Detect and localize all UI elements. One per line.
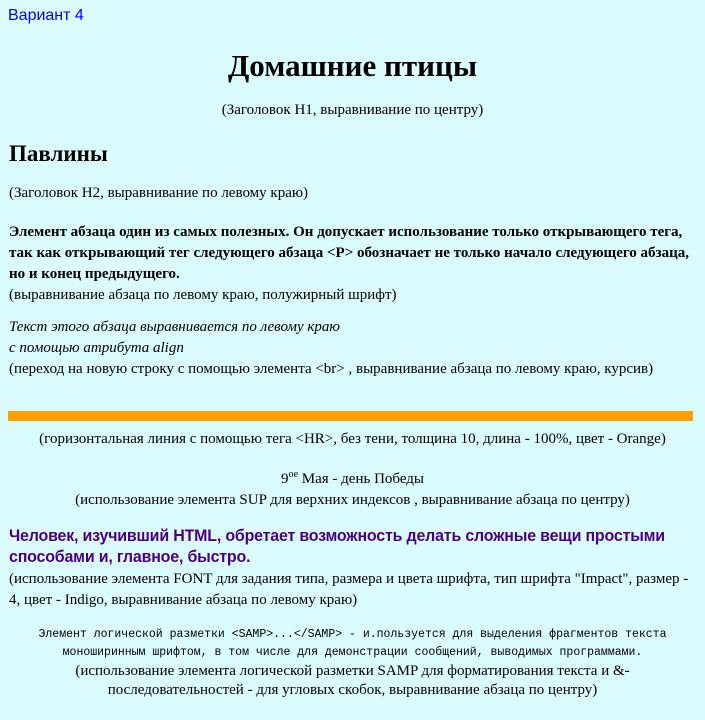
sup-paragraph-note: (использование элемента SUP для верхних индексов , выравнивание абзаца по центру) [75, 492, 630, 508]
bold-paragraph [9, 222, 699, 306]
h2-note: (Заголовок H2, выравнивание по левому краю) [9, 185, 309, 201]
samp-paragraph-note: (использование элемента логической разметки SAMP для форматирования текста и &-последовательностей - для угловых скобок, выравнивание абзаца по центру) [75, 663, 630, 698]
sup-paragraph-number: 9 [280, 471, 289, 487]
sup-paragraph-superscript: ое [288, 469, 299, 480]
bold-paragraph-text: Элемент абзаца один из самых полезных. Он допускает использование только открывающего тега, так как открывающий тег следующего абзаца <P> обозначает не только начало следующего абзаца, но и конец предыдущего. [9, 224, 689, 282]
italic-paragraph-line1: Текст этого абзаца выравнивается по левому краю [9, 319, 340, 335]
samp-paragraph-text: Элемент логической разметки <SAMP>...</SAMP> - и.пользуется для выделения фрагментов текста моноширинным шрифтом, в том числе для демонстрации сообщений, выводимых программами. [38, 628, 667, 659]
variant-label: Вариант 4 [8, 7, 84, 24]
italic-paragraph-line2: с помощью атрибута align [9, 340, 184, 356]
section-title: Павлины [9, 141, 108, 166]
italic-paragraph [9, 317, 699, 380]
hr-note: (горизонтальная линия с помощью тега <HR>, без тени, толщина 10, длина - 100%, цвет - Orange) [39, 431, 666, 447]
bold-paragraph-note: (выравнивание абзаца по левому краю, полужирный шрифт) [9, 287, 397, 303]
font-paragraph-text: Человек, изучивший HTML, обретает возможность делать сложные вещи простыми способами и, главное, быстро. [9, 526, 665, 566]
font-paragraph-note: (использование элемента FONT для задания типа, размера и цвета шрифта, тип шрифта "Impact", размер - 4, цвет - Indigo, выравнивание абзаца по левому краю) [9, 571, 689, 608]
font-paragraph [9, 525, 699, 611]
samp-paragraph [0, 626, 705, 700]
horizontal-rule [8, 411, 693, 421]
sup-paragraph-rest: Мая - день Победы [298, 471, 425, 487]
h1-note: (Заголовок H1, выравнивание по центру) [221, 102, 484, 118]
sup-paragraph [0, 469, 705, 511]
page-title: Домашние птицы [227, 48, 478, 83]
italic-paragraph-note: (переход на новую строку с помощью элемента <br> , выравнивание абзаца по левому краю, курсив) [9, 361, 654, 377]
